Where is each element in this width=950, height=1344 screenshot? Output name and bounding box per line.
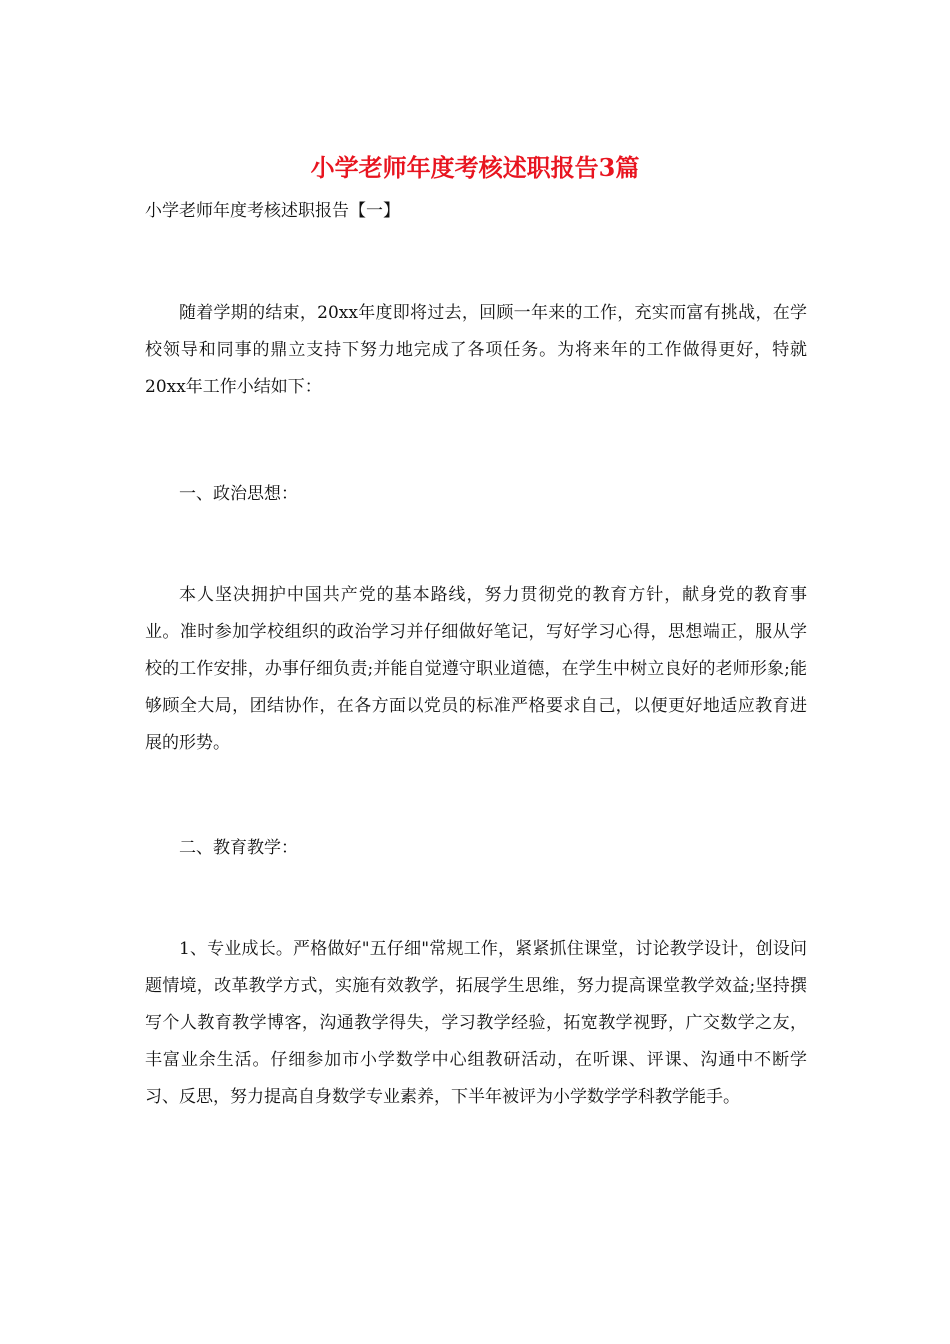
intro-paragraph: 随着学期的结束，20xx年度即将过去，回顾一年来的工作，充实而富有挑战，在学校领导和同事的鼎立支持下努力地完成了各项任务。为将来年的工作做得更好，特就20xx年工作小结如下： — [145, 303, 807, 397]
document-title: 小学老师年度考核述职报告3篇 — [310, 153, 640, 182]
section-heading-politics: 一、政治思想： — [179, 484, 298, 504]
teaching-paragraph: 1、专业成长。严格做好"五仔细"常规工作，紧紧抓住课堂，讨论教学设计，创设问题情境，改革教学方式，实施有效教学，拓展学生思维，努力提高课堂教学效益;坚持撰写个人教育教学博客，沟通教学得失，学习教学经验，拓宽教学视野，广交数学之友，丰富业余生活。仔细参加市小学数学中心组教研活动，在听课、评课、沟通中不断学习、反思，努力提高自身数学专业素养，下半年被评为小学数学学科教学能手。 — [145, 939, 807, 1107]
politics-paragraph: 本人坚决拥护中国共产党的基本路线，努力贯彻党的教育方针，献身党的教育事业。准时参加学校组织的政治学习并仔细做好笔记，写好学习心得，思想端正，服从学校的工作安排，办事仔细负责;并能自觉遵守职业道德，在学生中树立良好的老师形象;能够顾全大局，团结协作，在各方面以党员的标准严格要求自己，以便更好地适应教育进展的形势。 — [145, 585, 807, 753]
section-heading-teaching: 二、教育教学： — [179, 838, 298, 858]
document-subtitle: 小学老师年度考核述职报告【一】 — [145, 201, 400, 221]
